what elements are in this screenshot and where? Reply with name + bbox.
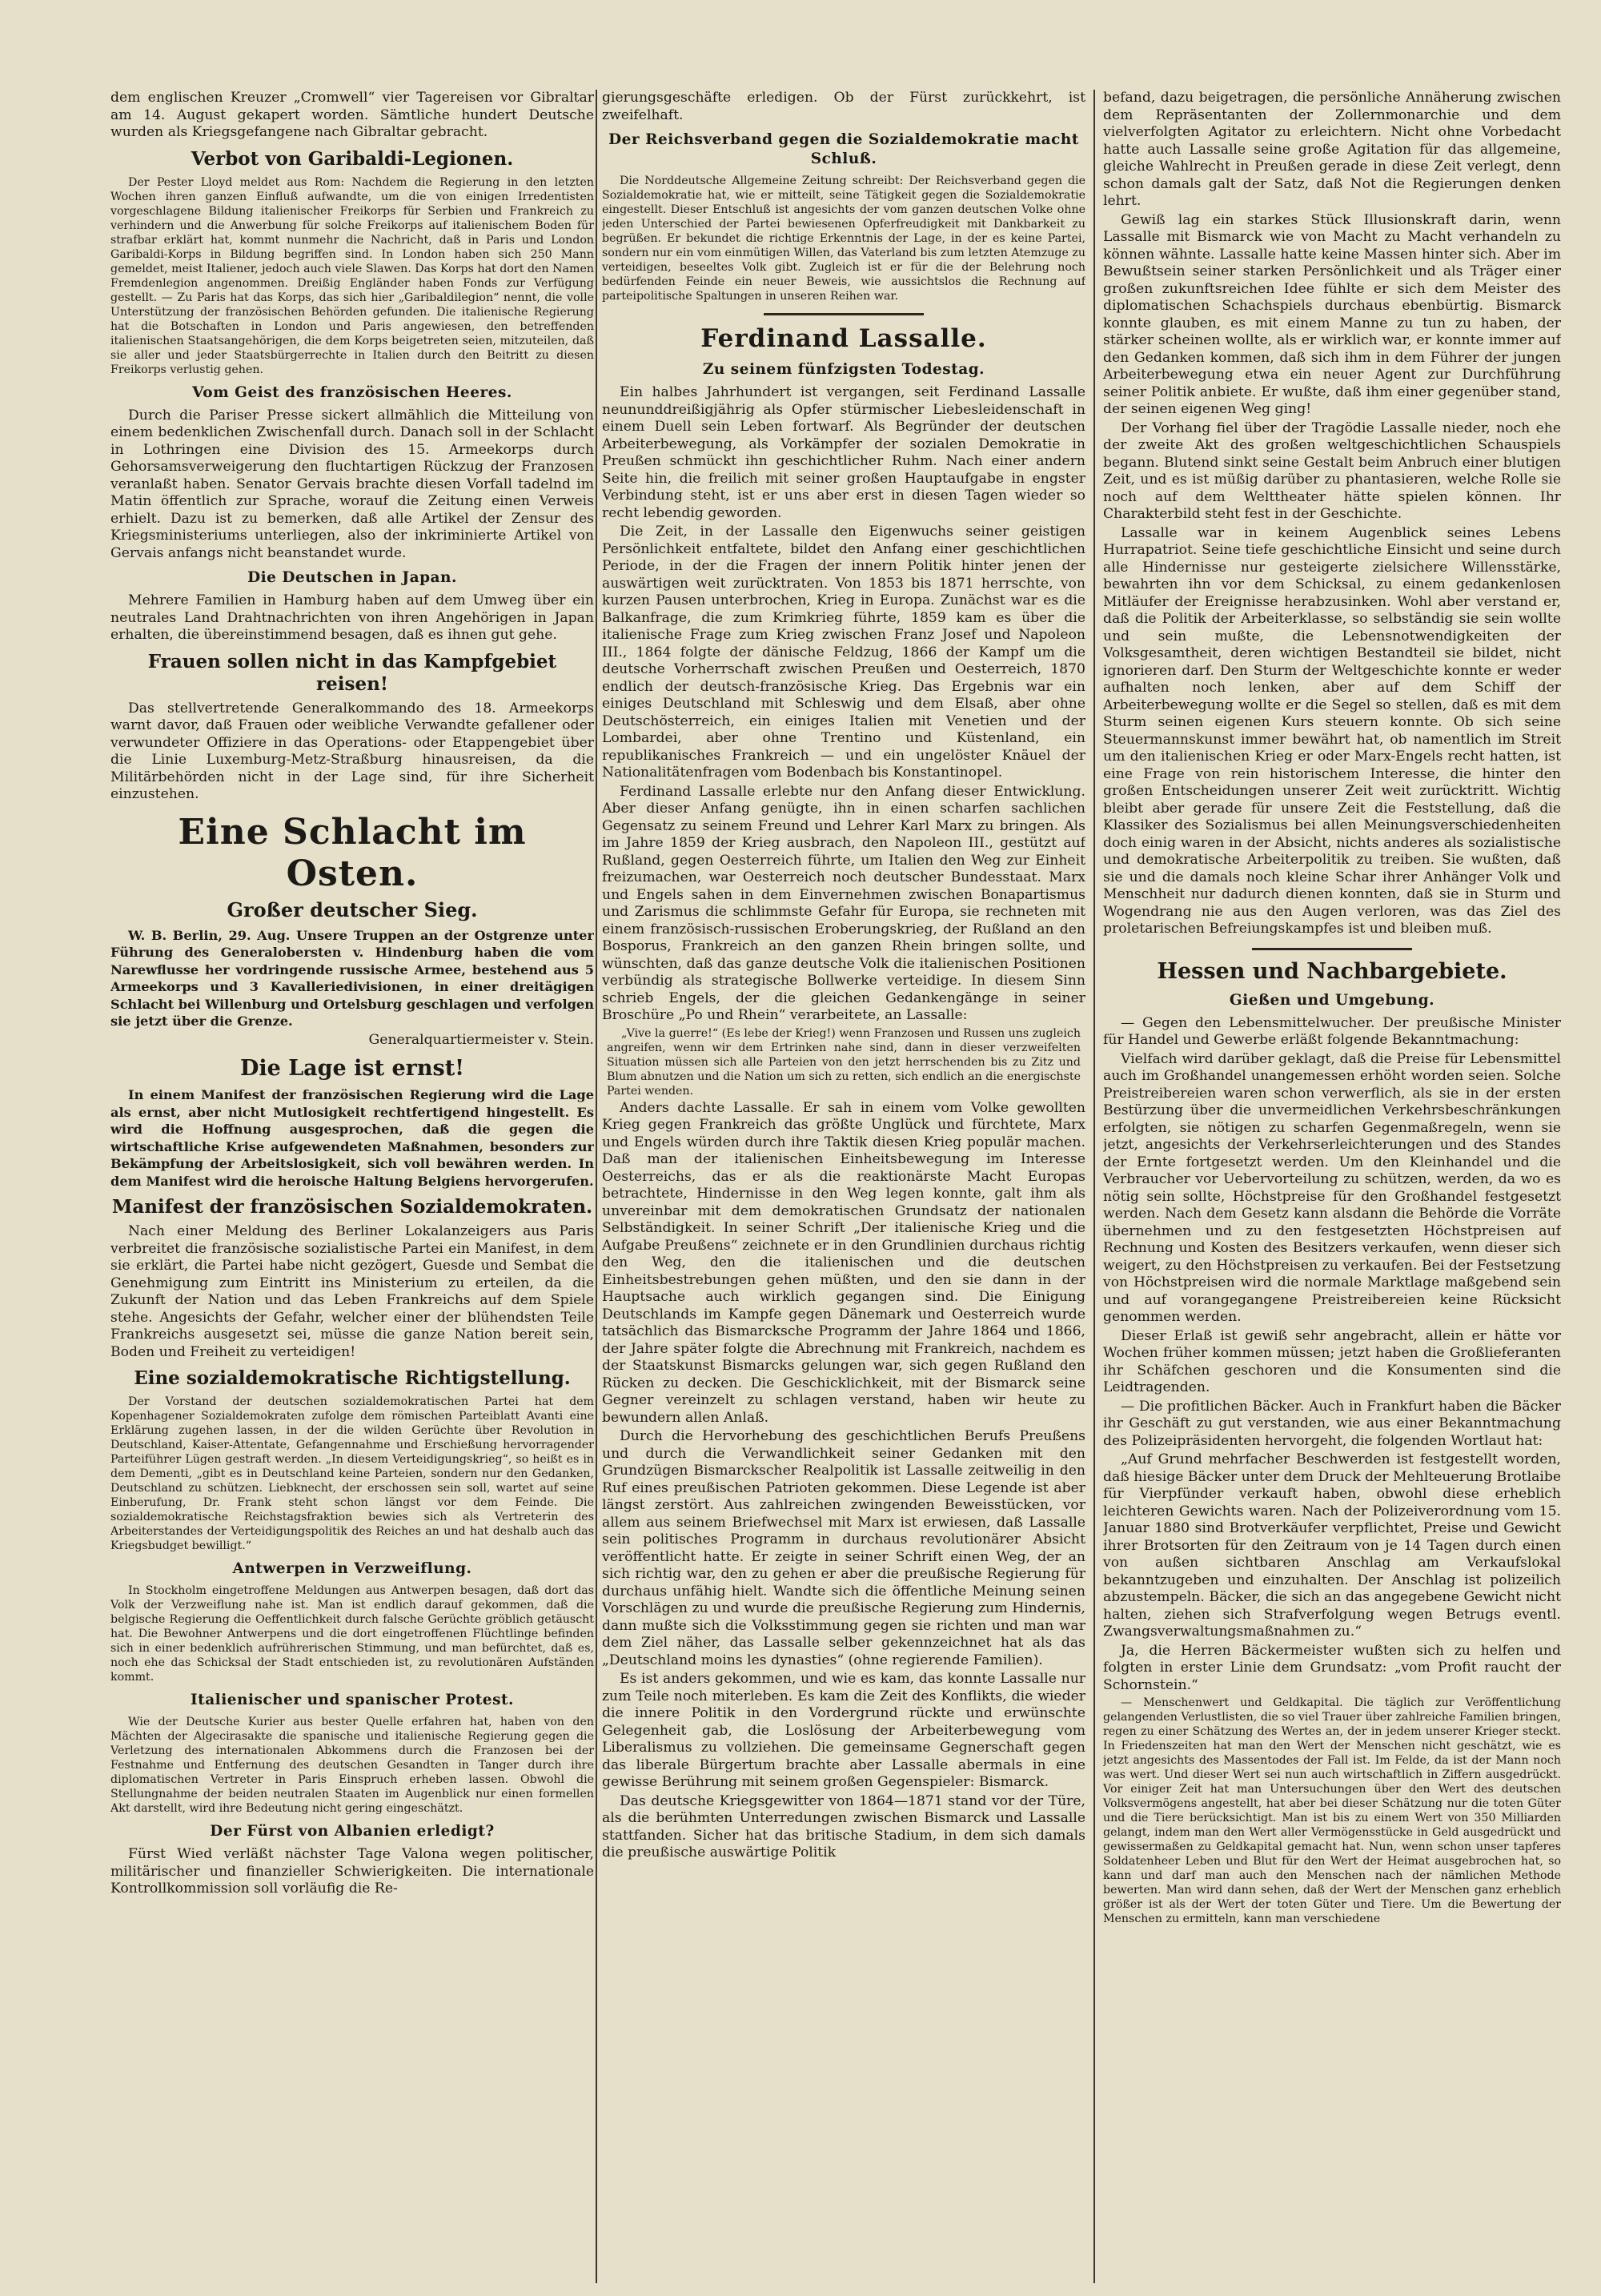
article-reichsverband: Die Norddeutsche Allgemeine Zeitung schreibt: Der Reichsverband gegen die Sozialdemokratie hat, wie er mitteilt, seine Tätigkeit gegen die Sozialdemokratie eingestellt. Dieser Entschluß ist angesichts der vom ganzen deutschen Volke ohne jeden Unterschied der Partei bewiesenen Opferfreudigkeit mit Dankbarkeit zu begrüßen. Er bekundet die richtige Erkenntnis der Lage, in der es keine Partei, sondern nur ein vom einmütigen Willen, das Vaterland bis zum letzten Atemzuge zu verteidigen, beseeltes Volk gibt. Zugleich ist er für die der Belehrung noch bedürfenden Feinde ein neuer Beweis, wie aussichtslos die Rechnung auf parteipolitische Spaltungen in unseren Reihen war. [602, 175, 1085, 303]
headline-geist: Vom Geist des französischen Heeres. [192, 383, 512, 401]
article-sieg: W. B. Berlin, 29. Aug. Unsere Truppen an der Ostgrenze unter Führung des Generalobersten v. Hindenburg haben die vom Narewflusse her vordringende russische Armee, bestehend aus 5 Armeekorps und 3 Kavalleriedivisionen, in einer dreitägigen Schlacht bei Willenburg und Ortelsburg geschlagen und verfolgen sie jetzt über die Grenze. [110, 927, 594, 1029]
article-antwerpen: In Stockholm eingetroffene Meldungen aus Antwerpen besagen, daß dort das Volk der Verzweiflung nahe ist. Man ist endlich darauf gekommen, daß die belgische Regierung die Oeffentlichkeit durch falsche Gerüchte gröblich getäuscht hat. Die Bewohner Antwerpens und die dort eingetroffenen Flüchtlinge befinden sich in einer bedenklich aufrührerischen Stimmung, und man befürchtet, daß es, noch ehe das Schicksal der Stadt entschieden ist, zu revolutionären Aufständen kommt. [110, 1584, 594, 1684]
article-lassalle-paragraph: Das deutsche Kriegsgewitter von 1864—1871 stand vor der Türe, als die berühmten Unterredungen zwischen Bismarck und Lassalle stattfanden. Sicher hat das britische Stadium, in dem sich damals die preußische auswärtige Politik [602, 1792, 1085, 1860]
signature-stein: Generalquartiermeister v. Stein. [368, 1031, 594, 1048]
headline-frauen: Frauen sollen nicht in das Kampfgebiet reisen! [147, 650, 557, 695]
article-garibaldi: Der Pester Lloyd meldet aus Rom: Nachdem die Regierung in den letzten Wochen ihren ganzen Einfluß aufwandte, um die von einigen Irredentisten vorgeschlagene Bildung italienischer Freikorps für Serbien und Frankreich zu verhindern und die Anwerbung für solche Freikorps auf italienischem Boden für strafbar erklärt hat, kommt nunmehr die Nachricht, daß in Paris und London Garibaldi-Korps in Bildung begriffen sind. In London haben sich 250 Mann gemeldet, meist Italiener, jedoch auch viele Slawen. Das Korps hat dort den Namen Fremdenlegion angenommen. Dreißig Engländer haben Fonds zur Verfügung gestellt. — Zu Paris hat das Korps, das sich hier „Garibaldilegion“ nennt, die volle Unterstützung der französischen Behörden gefunden. Die italienische Regierung hat die Botschaften in London und Paris angewiesen, den betreffenden italienischen Staatsangehörigen, die dem Korps beigetreten seien, mitzuteilen, daß sie aller und jeder Staatsbürgerrechte in Italien durch den Beitritt zu diesen Freikorps verlustig gehen. [110, 175, 594, 376]
article-local-paragraph: — Die profitlichen Bäcker. Auch in Frankfurt haben die Bäcker ihr Geschäft zu gut verstanden, wie aus einer Bekanntmachung des Polizeipräsidenten hervorgeht, die folgenden Wortlaut hat: [1103, 1398, 1561, 1449]
article-lassalle-paragraph: Es ist anders gekommen, und wie es kam, das konnte Lassalle nur zum Teile noch miterleben. Es kam die Zeit des Konflikts, die wieder die innere Politik in den Vordergrund rückte und erwünschte Gelegenheit gab, die Loslösung der Arbeiterbewegung vom Liberalismus zu vollziehen. Die gemeinsame Gegnerschaft gegen das liberale Bürgertum brachte aber Lassalle abermals in eine gewisse Berührung mit seinem großen Gegenspieler: Bismarck. [602, 1671, 1085, 1790]
headline-lassalle: Ferdinand Lassalle. [700, 324, 987, 353]
article-continuation: befand, dazu beigetragen, die persönliche Annäherung zwischen dem Repräsentanten der Zollernmonarchie und dem vielverfolgten Agitator zu erleichtern. Nicht ohne Vorbedacht hatte auch Lassalle seine große Agitation für das allgemeine, gleiche Wahlrecht in Preußen gerade in diese Zeit verlegt, denn schon damals galt der Satz, daß Not die Regierungen denken lehrt. [1103, 90, 1561, 209]
headline-hessen: Hessen und Nachbargebiete. [1157, 958, 1507, 984]
article-local-paragraph: „Auf Grund mehrfacher Beschwerden ist festgestellt worden, daß hiesige Bäcker unter dem Druck der Mehlteuerung Brotlaibe für Vierpfünder verkauft haben, obwohl diese erheblich leichteren Gewichts waren. Nach der Polizeiverordnung vom 15. Januar 1880 sind Brotverkäufer verpflichtet, Preise und Gewicht ihrer Brotsorten für den Zeitraum von je 14 Tagen durch einen von außen sichtbaren Anschlag am Verkaufslokal bekanntzugeben und einzuhalten. Der Anschlag ist polizeilich abzustempeln. Bäcker, die sich an das angegebene Gewicht nicht halten, ziehen sich Strafverfolgung wegen Betrugs eventl. Zwangsverwaltungsmaßnahmen zu.“ [1103, 1451, 1561, 1640]
subheadline-giessen: Gießen und Umgebung. [1229, 991, 1435, 1009]
headline-japan: Die Deutschen in Japan. [247, 569, 457, 586]
article-local-paragraph: — Gegen den Lebensmittelwucher. Der preußische Minister für Handel und Gewerbe erläßt folgende Bekanntmachung: [1103, 1014, 1561, 1048]
article-local-paragraph: Ja, die Herren Bäckermeister wußten sich zu helfen und folgten in erster Linie dem Grundsatz: „vom Profit raucht der Schornstein.“ [1103, 1642, 1561, 1693]
subheadline-lassalle: Zu seinem fünfzigsten Todestag. [702, 361, 985, 378]
article-local-paragraph: Vielfach wird darüber geklagt, daß die Preise für Lebensmittel auch im Großhandel unangemessen erhöht worden seien. Solche Preistreibereien waren schon verwerflich, als sie in der ersten Bestürzung über die unvermeidlichen Verkehrsbeschränkungen erfolgten, sie nötigen zu scharfen Gegenmaßregeln, wenn sie jetzt, angesichts der Verkehrserleichterungen und des Standes der Ernte fortgesetzt werden. Um den Kleinhandel und die Verbraucher vor Uebervorteilung zu schützen, werden, da wo es nötig sein sollte, Höchstpreise für den Großhandel festgesetzt werden. Nach dem Gesetz kann alsdann die Behörde die Vorräte übernehmen und zu den festgesetzten Höchstpreisen auf Rechnung und Kosten des Besitzers verkaufen, wenn dieser sich weigert, zu den Höchstpreisen zu verkaufen. Bei der Festsetzung von Höchstpreisen wird die normale Marktlage maßgebend sein und auf vorangegangene Preistreibereien keine Rücksicht genommen werden. [1103, 1050, 1561, 1325]
article-albanien: Fürst Wied verläßt nächster Tage Valona wegen politischer, militärischer und finanzieller Schwierigkeiten. Die internationale Kontrollkommission soll vorläufig die Re- [110, 1846, 594, 1897]
article-lassalle-quote: „Vive la guerre!“ (Es lebe der Krieg!) wenn Franzosen und Russen uns zugleich angreifen, wenn wir dem Ertrinken nahe sind, dann in dieser verzweifelten Situation müssen sich alle Parteien von den jetzt herrschenden bis zu Zitz und Blum abnutzen und die Nation um sich zu retten, sich endlich an die energischste Partei wenden. [607, 1026, 1081, 1098]
article-local-paragraph: Dieser Erlaß ist gewiß sehr angebracht, allein er hätte vor Wochen früher kommen müssen; jetzt haben die Großlieferanten ihr Schäfchen geschoren und die Konsumenten sind die Leidtragenden. [1103, 1327, 1561, 1395]
column-3 [1103, 90, 1561, 2283]
column-divider [1093, 90, 1095, 2283]
article-frauen: Das stellvertretende Generalkommando des 18. Armeekorps warnt davor, daß Frauen oder weibliche Verwandte gefallener oder verwundeter Offiziere in das Operations- oder Etappengebiet über die Linie Luxemburg-Metz-Straßburg hinausreisen, da die Militärbehörden nicht in der Lage sind, für ihre Sicherheit einzustehen. [110, 700, 594, 802]
article-japan: Mehrere Familien in Hamburg haben auf dem Umweg über ein neutrales Land Drahtnachrichten von ihren Angehörigen in Japan erhalten, die übereinstimmend besagen, daß es ihnen gut gehe. [110, 592, 594, 643]
headline-garibaldi: Verbot von Garibaldi-Legionen. [191, 147, 514, 170]
article-lassalle-paragraph: Durch die Hervorhebung des geschichtlichen Berufs Preußens und durch die Verwandlichkeit seiner Gedanken mit den Grundzügen Bismarckscher Realpolitik ist Lassalle zeitweilig in den Ruf eines preußischen Patrioten gekommen. Diese Legende ist aber längst zerstört. Aus zahlreichen zwingenden Beweisstücken, vor allem aus seinem Briefwechsel mit Marx ist erwiesen, daß Lassalle sein politisches Programm in durchaus revolutionärer Absicht veröffentlicht hatte. Er zeigte in seiner Schrift einen Weg, der an sich richtig war, den zu gehen er aber die preußische Regierung für durchaus unfähig hielt. Wandte sich die öffentliche Meinung seinen Vorschlägen zu und wurde die preußische Regierung zum Hindernis, dann mußte sich die Volksstimmung gegen sie richten und man war dem Ziel näher, das Lassalle selber gekennzeichnet hat als das „Deutschland moins les dynasties“ (ohne regierende Familien). [602, 1428, 1085, 1668]
headline-richtigstellung: Eine sozialdemokratische Richtigstellung. [134, 1367, 571, 1389]
article-manifest: Nach einer Meldung des Berliner Lokalanzeigers aus Paris verbreitet die französische sozialistische Partei ein Manifest, in dem sie erklärt, die Partei habe nicht gezögert, Guesde und Sembat die Genehmigung zum Eintritt ins Ministerium zu erteilen, da die Zukunft der Nation und das Leben Frankreichs auf dem Spiele stehe. Angesichts der Gefahr, welcher einer der blühendsten Teile Frankreichs ausgesetzt sei, müsse die ganze Nation bereit sein, Boden und Freiheit zu verteidigen! [110, 1223, 594, 1360]
article-continuation: dem englischen Kreuzer „Cromwell“ vier Tagereisen vor Gibraltar am 14. August gekapert worden. Sämtliche hundert Deutsche wurden als Kriegsgefangene nach Gibraltar gebracht. [110, 90, 594, 140]
article-lassalle-paragraph: Ein halbes Jahrhundert ist vergangen, seit Ferdinand Lassalle neununddreißigjährig als Opfer stürmischer Liebesleidenschaft in einem Duell sein Leben fortwarf. Als Begründer der deutschen Arbeiterbewegung, als Vorkämpfer der sozialen Demokratie in Preußen schmückt ihn geschichtlicher Ruhm. Nach einer andern Seite hin, die freilich mit seiner großen Hauptaufgabe in engster Verbindung steht, ist er uns aber erst in diesen Tagen wieder so recht lebendig geworden. [602, 384, 1085, 521]
article-lassalle-paragraph: Ferdinand Lassalle erlebte nur den Anfang dieser Entwicklung. Aber dieser Anfang genügte, ihn in einen scharfen sachlichen Gegensatz zu seinem Freund und Lehrer Karl Marx zu bringen. Als im Jahre 1859 der Krieg ausbrach, den Napoleon III., gestützt auf Rußland, gegen Oesterreich führte, um Italien den Weg zur Einheit freizumachen, war Oesterreich noch deutscher Bundesstaat. Marx und Engels sahen in dem Einvernehmen zwischen Bonapartismus und Zarismus die schlimmste Gefahr für Europa, sie rechneten mit einem französisch-russischen Eroberungskrieg, der Rußland an den Bosporus, Frankreich an den ganzen Rhein bringen sollte, und wünschten, daß das ganze deutsche Volk die italienischen Positionen verbündig als strategische Bollwerke verteidige. In diesem Sinn schrieb Engels, der die gleichen Gedankengänge in seiner Broschüre „Po und Rhein“ verarbeitete, an Lassalle: [602, 783, 1085, 1023]
article-lassalle-paragraph: Der Vorhang fiel über der Tragödie Lassalle nieder, noch ehe der zweite Akt des großen weltgeschichtlichen Schauspiels begann. Blutend sinkt seine Gestalt beim Anbruch einer blutigen Zeit, und es ist müßig darüber zu phantasieren, welche Rolle sie noch auf dem Welttheater hätte spielen können. Ihr Charakterbild steht fest in der Geschichte. [1103, 419, 1561, 522]
article-lassalle-paragraph: Anders dachte Lassalle. Er sah in einem vom Volke gewollten Krieg gegen Frankreich das größte Unglück und fürchtete, Marx und Engels würden durch ihre Taktik diesen Krieg populär machen. Daß man der italienischen Einheitsbewegung im Interesse Oesterreichs, das er als die reaktionärste Macht Europas betrachtete, Hindernisse in den Weg legen konnte, galt ihm als unvereinbar mit dem demokratischen Grundsatz der nationalen Selbständigkeit. In seiner Schrift „Der italienische Krieg und die Aufgabe Preußens“ zeichnete er in den Grundlinien durchaus richtig den Weg, den die italienischen und die deutschen Einheitsbestrebungen gehen müßten, und den sie dann in der Hauptsache auch wirklich gegangen sind. Die Einigung Deutschlands im Kampfe gegen Dänemark und Oesterreich wurde tatsächlich das Bismarcksche Programm der Jahre 1864 und 1866, der Jahre später folgte die Abrechnung mit Frankreich, nachdem es der Staatskunst Bismarcks gelungen war, sich gegen Rußland den Rücken zu decken. Die Geschicklichkeit, mit der Bismarck seine Gegner vereinzelt zu schlagen verstand, haben wir heute zu bewundern allen Anlaß. [602, 1099, 1085, 1426]
article-protest: Wie der Deutsche Kurier aus bester Quelle erfahren hat, haben von den Mächten der Algecirasakte die spanische und italienische Regierung gegen die Verletzung des internationalen Abkommens durch die Franzosen bei der Festnahme und Entfernung des deutschen Gesandten in Tanger durch ihre diplomatischen Vertreter in Paris Einspruch erheben lassen. Obwohl die Stellungnahme der beiden neutralen Staaten im Augenblick nur einen formellen Akt darstellt, wird ihre Bedeutung nicht gering eingeschätzt. [110, 1716, 594, 1815]
column-divider [596, 90, 597, 2283]
article-geist: Durch die Pariser Presse sickert allmählich die Mitteilung von einem bedenklichen Zwischenfall durch. Danach soll in der Schlacht in Lothringen eine Division des 15. Armeekorps durch Gehorsamsverweigerung den fluchtartigen Rückzug der Franzosen veranlaßt haben. Senator Gervais brachte diesen Vorfall tadelnd im Matin öffentlich zur Sprache, worauf die Zeitung einen Verweis erhielt. Dazu ist zu bemerken, daß alle Artikel der Zensur des Kriegsministeriums unterliegen, also der inkriminierte Artikel von Gervais anfangs nicht beanstandet wurde. [110, 407, 594, 561]
headline-albanien: Der Fürst von Albanien erledigt? [210, 1823, 495, 1840]
column-1 [110, 90, 594, 2283]
section-separator [764, 313, 924, 315]
article-lassalle-paragraph: Lassalle war in keinem Augenblick seines Lebens Hurrapatriot. Seine tiefe geschichtliche Einsicht und seine durch alle Hindernisse nur gesteigerte zielsichere Willensstärke, bewahrten ihn vor dem Schicksal, zu einem gedankenlosen Mitläufer der Ereignisse herabzusinken. Wohl aber verstand er, daß die Politik der Arbeiterklasse, so selbständig sie sein wollte und sein mußte, die Lebensnotwendigkeiten der Volksgesamtheit, deren wichtigen Bestandteil sie bildet, nicht ignorieren darf. Den Sturm der Weltgeschichte konnte er weder aufhalten noch lenken, aber auf dem Schiff der Arbeiterbewegung wollte er die Segel so stellen, daß es mit dem Sturm seinen eigenen Kurs steuern konnte. Ob sich seine Steuermannskunst immer bewährt hat, ob namentlich im Streit um den italienischen Krieg er oder Marx-Engels recht hatten, ist eine Frage von rein historischem Interesse, die hinter den großen Entscheidungen unserer Zeit weit zurücktritt. Wichtig bleibt aber gerade für unsere Zeit die Feststellung, daß die Klassiker des Sozialismus bei allen Meinungsverschiedenheiten doch einig waren in der Absicht, nichts anderes als sozialistische und demokratische Arbeiterpolitik zu treiben. Sie wußten, daß sie und die damals noch kleine Schar ihrer Anhänger Volk und Menschheit nur dadurch dienen konnten, daß sie in Sturm und Wogendrang nie aus den Augen verloren, was das Ziel des proletarischen Befreiungskampfes ist und bleiben muß. [1103, 524, 1561, 937]
article-richtigstellung: Der Vorstand der deutschen sozialdemokratischen Partei hat dem Kopenhagener Sozialdemokraten zufolge dem römischen Parteiblatt Avanti eine Erklärung zugehen lassen, in der die wilden Gerüchte über Revolution in Deutschland, Kaiser-Attentate, Gefangennahme und Erschießung hervorragender Parteiführer Lügen gestraft werden. „In diesem Verteidigungskrieg“, so heißt es in dem Dementi, „gibt es in Deutschland keine Parteien, sondern nur den Gedanken, Deutschland zu schützen. Liebknecht, der erschossen sein soll, wartet auf seine Einberufung, Dr. Frank steht schon längst vor dem Feinde. Die sozialdemokratische Reichstagsfraktion bewies sich als Vertreterin des Arbeiterstandes der Verteidigungspolitik des Reiches an und hat deshalb auch das Kriegsbudget bewilligt.“ [110, 1395, 594, 1552]
subheadline-sieg: Großer deutscher Sieg. [227, 897, 478, 921]
headline-lage: Die Lage ist ernst! [239, 1056, 465, 1081]
headline-reichsverband: Der Reichsverband gegen die Sozialdemokratie macht Schluß. [608, 131, 1079, 167]
column-2 [602, 90, 1085, 2283]
article-continuation: gierungsgeschäfte erledigen. Ob der Fürst zurückkehrt, ist zweifelhaft. [602, 90, 1085, 123]
article-lage: In einem Manifest der französischen Regierung wird die Lage als ernst, aber nicht Mutlosigkeit rechtfertigend hingestellt. Es wird die Hoffnung ausgesprochen, daß die gegen die wirtschaftliche Krise aufgewendeten Maßnahmen, besonders zur Bekämpfung der Arbeitslosigkeit, sich voll bewähren werden. In dem Manifest wird die heroische Haltung Belgiens hervorgerufen. [110, 1087, 594, 1189]
article-local-paragraph: — Menschenwert und Geldkapital. Die täglich zur Veröffentlichung gelangenden Verlustlisten, die so viel Trauer über zahlreiche Familien bringen, regen zu einer Schätzung des Wertes an, der in jedem unserer Krieger steckt. In Friedenszeiten hat man den Wert der Menschen nicht geschätzt, wie es jetzt angesichts des Massentodes der Fall ist. Im Felde, da ist der Mann noch was wert. Und dieser Wert sei nun auch wirtschaftlich in Ziffern ausgedrückt. Vor einiger Zeit hat man Untersuchungen über den Wert des deutschen Volksvermögens angestellt, hat aber bei dieser Schätzung nur die toten Güter und die Tiere berücksichtigt. Man ist bis zu einem Wert von 350 Milliarden gelangt, indem man den Wert aller Vermögensstücke in Geld ausgedrückt und gewissermaßen zu Geldkapital gemacht hat. Nun, wenn schon unser tapferes Soldatenheer Leben und Blut für den Wert der Heimat ausgebrochen hat, so kann und darf man auch den Menschen nach der nämlichen Methode bewerten. Man wird dann sehen, daß der Wert der Menschen ganz erheblich größer ist als der Wert der toten Güter und Tiere. Um die Bewertung der Menschen zu ermitteln, kann man verschiedene [1103, 1696, 1561, 1925]
article-lassalle-paragraph: Gewiß lag ein starkes Stück Illusionskraft darin, wenn Lassalle mit Bismarck wie von Macht zu Macht verhandeln zu können wähnte. Lassalle hatte keine Massen hinter sich. Aber im Bewußtsein seiner starken Persönlichkeit und als Träger einer großen zukunftsreichen Idee fühlte er sich dem Meister des diplomatischen Schachspiels durchaus ebenbürtig. Bismarck konnte glauben, es mit einem Manne zu tun zu haben, der stärker scheinen wollte, als er wirklich war, er konnte immer auf den Gedanken kommen, daß sich ihm in dem Führer der jungen Arbeiterbewegung etwa ein neuer Agent zur Durchführung seiner Politik anbiete. Er wußte, daß ihm einer gegenüber stand, der seinen eigenen Weg ging! [1103, 211, 1561, 417]
headline-manifest: Manifest der französischen Sozialdemokraten. [111, 1196, 593, 1218]
headline-schlacht: Eine Schlacht im Osten. [178, 811, 527, 894]
section-separator [1252, 948, 1412, 950]
article-lassalle-paragraph: Die Zeit, in der Lassalle den Eigenwuchs seiner geistigen Persönlichkeit entfaltete, bildet den Anfang einer geschichtlichen Periode, in der die Fragen der innern Politik hinter jenen der auswärtigen weit zurücktraten. Von 1853 bis 1871 herrschte, von kurzen Pausen unterbrochen, Krieg in Europa. Zunächst war es die Balkanfrage, die zum Krimkrieg führte, 1859 kam es über die italienische Frage zum Krieg zwischen Franz Josef und Napoleon III., 1864 folgte der dänische Feldzug, 1866 der Kampf um die deutsche Vorherrschaft zwischen Preußen und Oesterreich, 1870 endlich der deutsch-französische Krieg. Das Ergebnis war ein einiges Deutschland mit Schleswig und dem Elsaß, aber ohne Deutschösterreich, ein einiges Italien mit Venetien und der Lombardei, aber ohne Trentino und Küstenland, ein republikanisches Frankreich — und ein ungelöster Knäuel der Nationalitätenfragen vom Bodenbach bis Konstantinopel. [602, 524, 1085, 781]
headline-protest: Italienischer und spanischer Protest. [191, 1692, 514, 1708]
headline-antwerpen: Antwerpen in Verzweiflung. [232, 1560, 472, 1577]
